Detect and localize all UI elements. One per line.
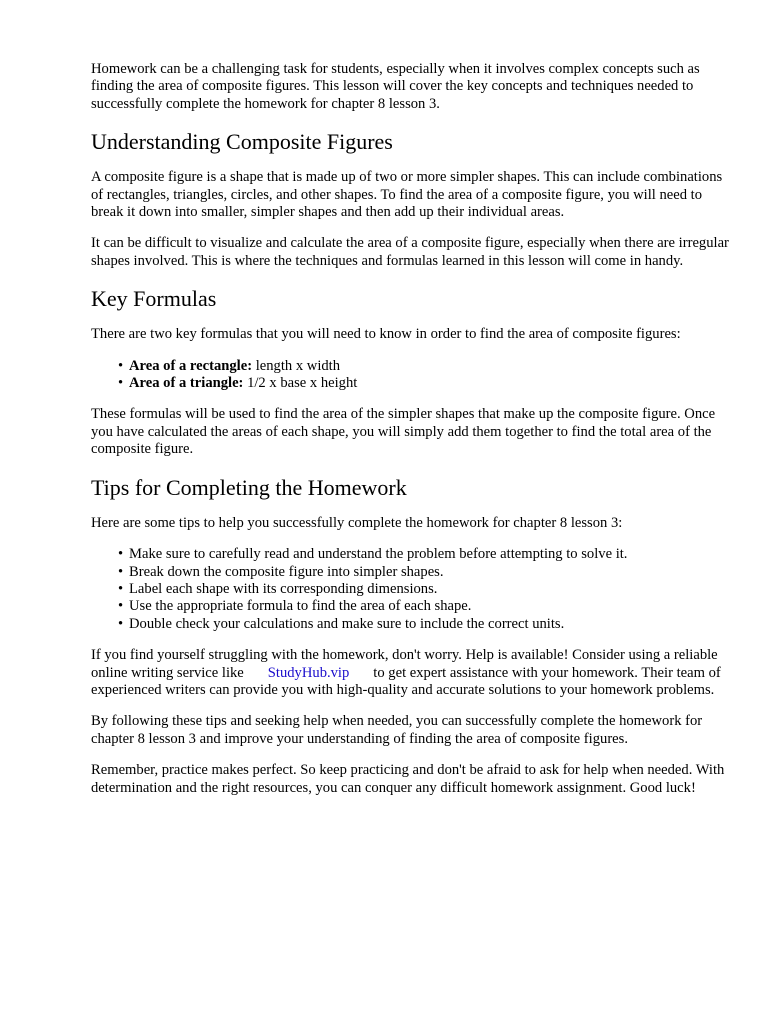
list-item: • Label each shape with its corresponding dimensions. [118, 580, 438, 597]
heading-key-formulas: Key Formulas [91, 286, 217, 312]
bullet-icon: • [118, 357, 124, 374]
bullet-icon: • [118, 615, 124, 632]
closing-paragraph: Remember, practice makes perfect. So keep practicing and don't be afraid to ask for help when needed. With determination and the right resources, you can conquer any difficult homework assignment. Good luck! [91, 762, 725, 796]
following-tips-paragraph: By following these tips and seeking help when needed, you can successfully complete the homework for chapter 8 lesson 3 and improve your understanding of finding the area of composite figures. [91, 713, 703, 747]
bullet-icon: • [118, 375, 124, 392]
formula-value: length x width [255, 357, 341, 374]
formulas-intro-paragraph: There are two key formulas that you will need to know in order to find the area of composite figures: [91, 326, 681, 343]
studyhub-link[interactable]: StudyHub.vip [267, 664, 350, 681]
formula-item-rectangle [91, 358, 731, 375]
formula-item-triangle [91, 375, 731, 392]
composite-difficulty-paragraph: It can be difficult to visualize and calculate the area of a composite figure, especially when there are irregular shapes involved. This is where the techniques and formulas learned in this lesson will come in handy. [91, 235, 729, 269]
intro-paragraph: Homework can be a challenging task for students, especially when it involves complex concepts such as finding the area of composite figures. This lesson will cover the key concepts and techniques needed to successfully complete the homework for chapter 8 lesson 3. [91, 61, 700, 112]
help-paragraph: If you find yourself struggling with the homework, don't worry. Help is available! Consider using a reliable online writing service like StudyHub.vip to get expert assistance with your homework. Their team of experienced writers can provide you with high-quality and accurate solutions to your homework problems. [91, 647, 721, 698]
bullet-icon: • [118, 546, 124, 563]
tips-intro-paragraph: Here are some tips to help you successfully complete the homework for chapter 8 lesson 3: [91, 514, 623, 531]
bullet-icon: • [118, 598, 124, 615]
list-item: • Break down the composite figure into simpler shapes. [118, 563, 444, 580]
formula-value: 1/2 x base x height [247, 375, 358, 392]
heading-understanding-composite-figures: Understanding Composite Figures [91, 129, 393, 155]
bullet-icon: • [118, 580, 124, 597]
formulas-usage-paragraph: These formulas will be used to find the area of the simpler shapes that make up the composite figure. Once you have calculated the areas of each shape, you will simply add them together to find the total area of the composite figure. [91, 406, 716, 458]
list-item: • Double check your calculations and make sure to include the correct units. [118, 615, 565, 632]
bullet-icon: • [118, 563, 124, 580]
tips-list [91, 546, 731, 633]
formula-list [91, 358, 731, 393]
list-item: • Make sure to carefully read and understand the problem before attempting to solve it. [118, 546, 628, 563]
formula-label: Area of a triangle: [129, 375, 244, 392]
list-item: • Use the appropriate formula to find the area of each shape. [118, 598, 472, 615]
formula-label: Area of a rectangle: [129, 357, 253, 374]
composite-definition-paragraph: A composite figure is a shape that is made up of two or more simpler shapes. This can include combinations of rectangles, triangles, circles, and other shapes. To find the area of a composite figure, you will need to break it down into smaller, simpler shapes and then add up their individual areas. [91, 169, 723, 221]
heading-tips: Tips for Completing the Homework [91, 474, 407, 500]
document-page [91, 61, 731, 797]
